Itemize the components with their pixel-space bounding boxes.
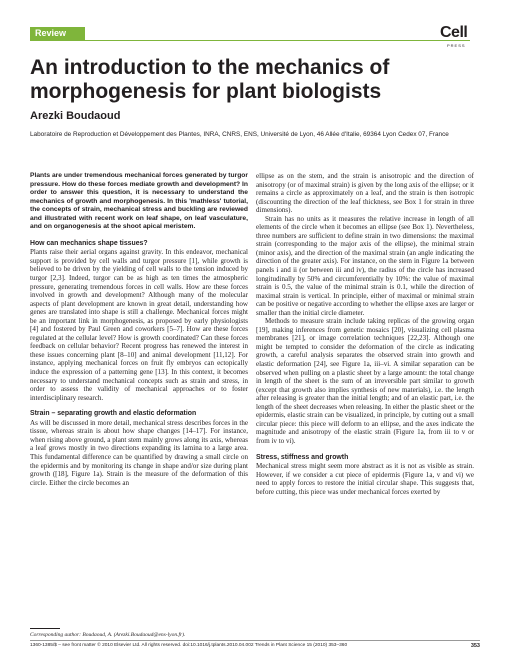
journal-logo: Cell: [440, 24, 468, 41]
section-heading: Stress, stiffness and growth: [256, 453, 349, 461]
body-paragraph: ellipse as on the stem, and the strain is anisotropic and the direction of anisotropy (or of maximal strain) is given by the long axis of the ellipse; or it remains a circle as approximately on a leaf, and the strain is then isotropic (discounting the direction of the leaf thickness, see Box 1 for strain in three dimensions).: [256, 172, 474, 215]
author-affiliation: Laboratoire de Reproduction et Développement des Plantes, INRA, CNRS, ENS, Université de Lyon, 46 Allée d'Italie, 69364 Lyon Cedex 07, France: [30, 131, 449, 138]
journal-press-label: PRESS: [447, 43, 466, 48]
body-paragraph: Methods to measure strain include taking replicas of the growing organ [19], making inferences from genetic mosaics [20], visualizing cell plasma membranes [21], or image correlation techniques [22,23]. Although one might be tempted to consider the deformation of the circle as indicating growth, a careful analysis separates the observed strain into growth and elastic deformation [24], see Figure 1a, iii–vi. A similar separation can be observed when pulling on a plastic sheet by a large amount: the total change in length of the sheet is the sum of an irreversible part similar to growth (except that growth also implies synthesis of new materials), i.e. the length after releasing is greater than the initial length; and of an elastic part, i.e. the length of the sheet decreases when releasing. In either the plastic sheet or the epidermis, elastic strain can be visualized, in principle, by cutting out a small circular piece: this piece will deform to an ellipse, and the axes indicate the magnitude and anisotropy of the elastic strain (Figure 1a, from iii to v or from iv to vi).: [256, 317, 474, 445]
right-column: [256, 172, 474, 496]
footer-citation: 1360-1385/$ – see front matter © 2010 Elsevier Ltd. All rights reserved. doi:10.1016/j.tplants.2010.04.002 Trends in Plant Science 15 (2010) 353–360: [30, 643, 348, 648]
body-paragraph: Strain has no units as it measures the relative increase in length of all elements of the circle when it becomes an ellipse (see Box 1). Nevertheless, three numbers are sufficient to define strain in two dimensions: the maximal strain (corresponding to the major axis of the ellipse), the minimal strain (minor axis), and the direction of the maximal strain (an angle indicating the direction of the greater axis). For instance, on the stem in Figure 1a between panels i and ii (or between iii and iv), the radius of the circle has increased longitudinally by 50% and circumferentially by 10%: the value of maximal strain is 0.5, the value of the minimal strain is 0.1, while the direction of maximal strain is vertical. In principle, either of maximal or minimal strain can be positive or negative according to whether the ellipse axes are larger or smaller than the initial circle diameter.: [256, 214, 474, 317]
body-paragraph: Plants raise their aerial organs against gravity. In this endeavor, mechanical support is provided by cell walls and turgor pressure [1], while growth is believed to be driven by the yielding of cell walls to the tension induced by turgor [2,3]. Indeed, turgor can be as high as ten times the atmospheric pressure, generating tremendous forces in cell walls. How are these forces involved in growth and development? Although many of the molecular aspects of plant development are known in great detail, understanding how genes are translated into shape is still a challenge. Mechanical forces might be an important link in morphogenesis, as proposed by early physiologists [4] and fostered by Paul Green and coworkers [5–7]. How are these forces regulated at the cellular level? How is growth coordinated? Can these forces feedback on cellular behavior? Recent progress has renewed the interest in these issues concerning plant [8–10] and animal development [11,12]. For instance, applying mechanical forces on fruit fly embryos can ectopically induce the expression of a patterning gene [13]. In this context, it becomes necessary to understand mechanical concepts such as strain and stress, in order to assess the validity of mechanical approaches or to foster interdisciplinary research.: [30, 248, 248, 402]
body-paragraph: Mechanical stress might seem more abstract as it is not as visible as strain. However, if we consider a cut piece of epidermis (Figure 1a, v and vi) we need to apply forces to restore the initial circular shape. This suggests that, before cutting, this piece was under mechanical forces exerted by: [256, 462, 474, 496]
left-column: [30, 172, 248, 487]
corresponding-author-footnote: Corresponding author: Boudaoud, A. (Arezki.Boudaoud@ens-lyon.fr).: [30, 632, 186, 638]
footnote-divider: [30, 628, 60, 629]
section-heading: Strain – separating growth and elastic deformation: [30, 410, 197, 418]
page-footer: [30, 643, 480, 648]
section-heading: How can mechanics shape tissues?: [30, 239, 148, 247]
abstract: Plants are under tremendous mechanical forces generated by turgor pressure. How do these forces mediate growth and development? In order to answer this question, it is necessary to understand the mechanics of growth and morphogenesis. In this 'mathless' tutorial, the concepts of strain, mechanical stress and buckling are reviewed and illustrated with recent work on leaf shape, on leaf vasculature, and on organogenesis at the shoot apical meristem.: [30, 172, 248, 231]
header-divider: [30, 40, 470, 41]
section-tag: Review: [30, 27, 85, 40]
article-title: An introduction to the mechanics of morphogenesis for plant biologists: [30, 56, 390, 103]
body-paragraph: As will be discussed in more detail, mechanical stress describes forces in the tissue, whereas strain is about how shape changes [14–17]. For instance, when rising above ground, a plant stem mainly grows along its axis, whereas a leaf grows mostly in two directions expanding its lamina to a large area. This fundamental difference can be quantified by drawing a small circle on the epidermis and by monitoring its change in shape and/or size during plant growth ([18], Figure 1a). Strain is the measure of the deformation of this circle. Either the circle becomes an: [30, 418, 248, 487]
page-number: 353: [470, 643, 480, 649]
article-author: Arezki Boudaoud: [30, 110, 121, 122]
footer-divider: [30, 640, 480, 641]
